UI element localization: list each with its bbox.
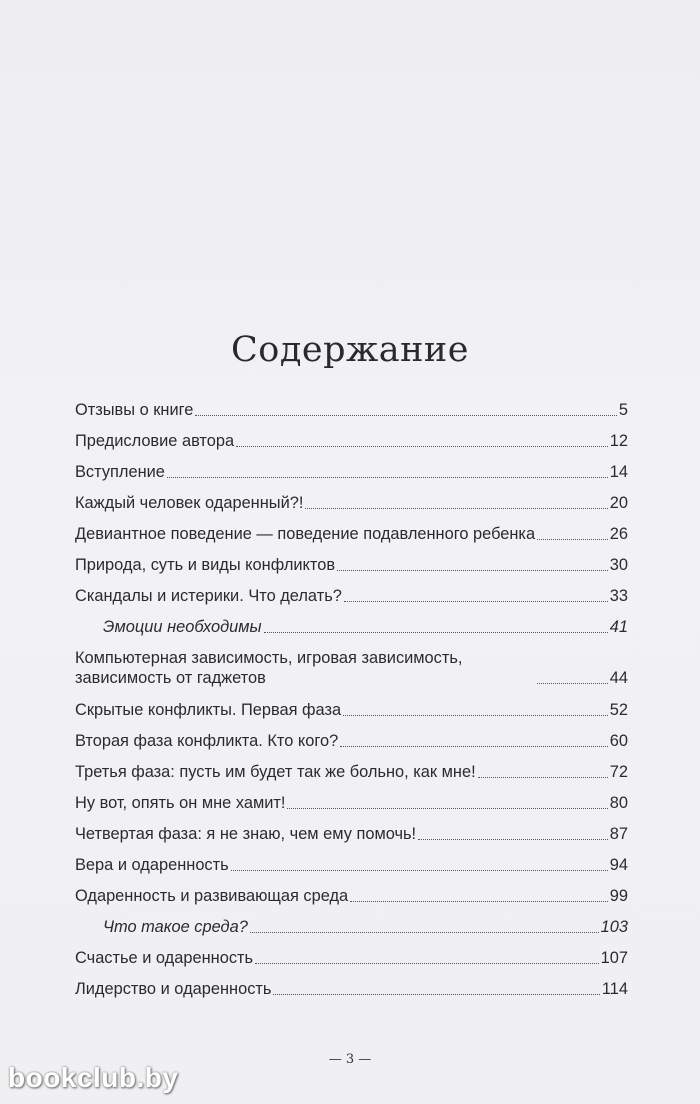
toc-entry [75, 762, 628, 782]
toc-entry [75, 493, 628, 513]
toc-entry-title: Девиантное поведение — поведение подавленного ребенка [75, 525, 536, 543]
toc-entry [75, 824, 628, 844]
toc-entry [75, 431, 628, 451]
dot-leader [537, 539, 608, 540]
toc-entry-title: Счастье и одаренность [75, 949, 254, 967]
toc-page-number: 87 [609, 825, 628, 843]
toc-entry-title: Предисловие автора [75, 432, 235, 450]
dot-leader [537, 683, 608, 684]
toc-entry [75, 948, 628, 968]
toc-page-number: 72 [609, 763, 628, 781]
toc-page-number: 99 [609, 887, 628, 905]
toc-entry-title: Вступление [75, 463, 165, 481]
dot-leader [255, 963, 599, 964]
toc-entry [75, 731, 628, 751]
toc-page-number: 33 [609, 587, 628, 605]
toc-entry-title: Вера и одаренность [75, 856, 229, 874]
toc-entry [75, 524, 628, 544]
toc-page-number: 114 [601, 980, 628, 998]
dot-leader [287, 808, 607, 809]
toc-entry-title: Отзывы о книге [75, 401, 194, 419]
toc-entry-title: Третья фаза: пусть им будет так же больно, как мне! [75, 763, 476, 781]
toc-entry-title: Что такое среда? [103, 918, 248, 936]
toc-page-number: 20 [609, 494, 628, 512]
dot-leader [418, 839, 608, 840]
dot-leader [231, 870, 608, 871]
toc-entry [75, 648, 628, 688]
dot-leader [340, 746, 608, 747]
dot-leader [264, 632, 608, 633]
toc-page-number: 44 [609, 669, 628, 687]
table-of-contents [75, 400, 628, 1010]
toc-entry [75, 700, 628, 720]
dot-leader [337, 570, 608, 571]
dot-leader [236, 446, 608, 447]
dot-leader [350, 901, 608, 902]
toc-page-number: 14 [609, 463, 628, 481]
toc-page-number: 41 [609, 618, 628, 636]
toc-page-number: 30 [609, 556, 628, 574]
dot-leader [250, 932, 599, 933]
dot-leader [343, 715, 608, 716]
dot-leader [195, 415, 616, 416]
toc-entry-title: Одаренность и развивающая среда [75, 887, 349, 905]
dot-leader [305, 508, 607, 509]
toc-entry-title: Скрытые конфликты. Первая фаза [75, 701, 342, 719]
toc-entry-title: Четвертая фаза: я не знаю, чем ему помочь! [75, 825, 417, 843]
toc-entry-title: Каждый человек одаренный?! [75, 494, 304, 512]
toc-page-number: 103 [600, 918, 628, 936]
toc-entry-title: Скандалы и истерики. Что делать? [75, 587, 342, 605]
toc-page-number: 12 [609, 432, 628, 450]
dot-leader [344, 601, 608, 602]
toc-page-number: 107 [600, 949, 628, 967]
toc-subentry [75, 917, 628, 937]
toc-entry [75, 886, 628, 906]
toc-entry [75, 400, 628, 420]
toc-entry [75, 586, 628, 606]
toc-entry [75, 855, 628, 875]
toc-entry-title: Компьютерная зависимость, игровая зависимость, зависимость от гаджетов [75, 649, 463, 687]
toc-subentry [75, 617, 628, 637]
toc-entry-title: Вторая фаза конфликта. Кто кого? [75, 732, 339, 750]
toc-entry [75, 979, 628, 999]
toc-entry-title: Эмоции необходимы [103, 618, 262, 636]
dot-leader [167, 477, 608, 478]
page-number-footer: — 3 — [328, 1052, 372, 1067]
toc-entry-title: Лидерство и одаренность [75, 980, 272, 998]
toc-entry-title: Природа, суть и виды конфликтов [75, 556, 336, 574]
dot-leader [273, 994, 599, 995]
page-title: Содержание [231, 330, 469, 370]
toc-page-number: 60 [609, 732, 628, 750]
toc-page-number: 94 [609, 856, 628, 874]
toc-page-number: 26 [609, 525, 628, 543]
toc-entry-title: Ну вот, опять он мне хамит! [75, 794, 286, 812]
site-watermark: bookclub.by [8, 1062, 179, 1093]
dot-leader [478, 777, 608, 778]
toc-entry [75, 793, 628, 813]
toc-page-number: 5 [618, 401, 628, 419]
toc-entry [75, 462, 628, 482]
toc-page-number: 52 [609, 701, 628, 719]
toc-page-number: 80 [609, 794, 628, 812]
toc-entry [75, 555, 628, 575]
